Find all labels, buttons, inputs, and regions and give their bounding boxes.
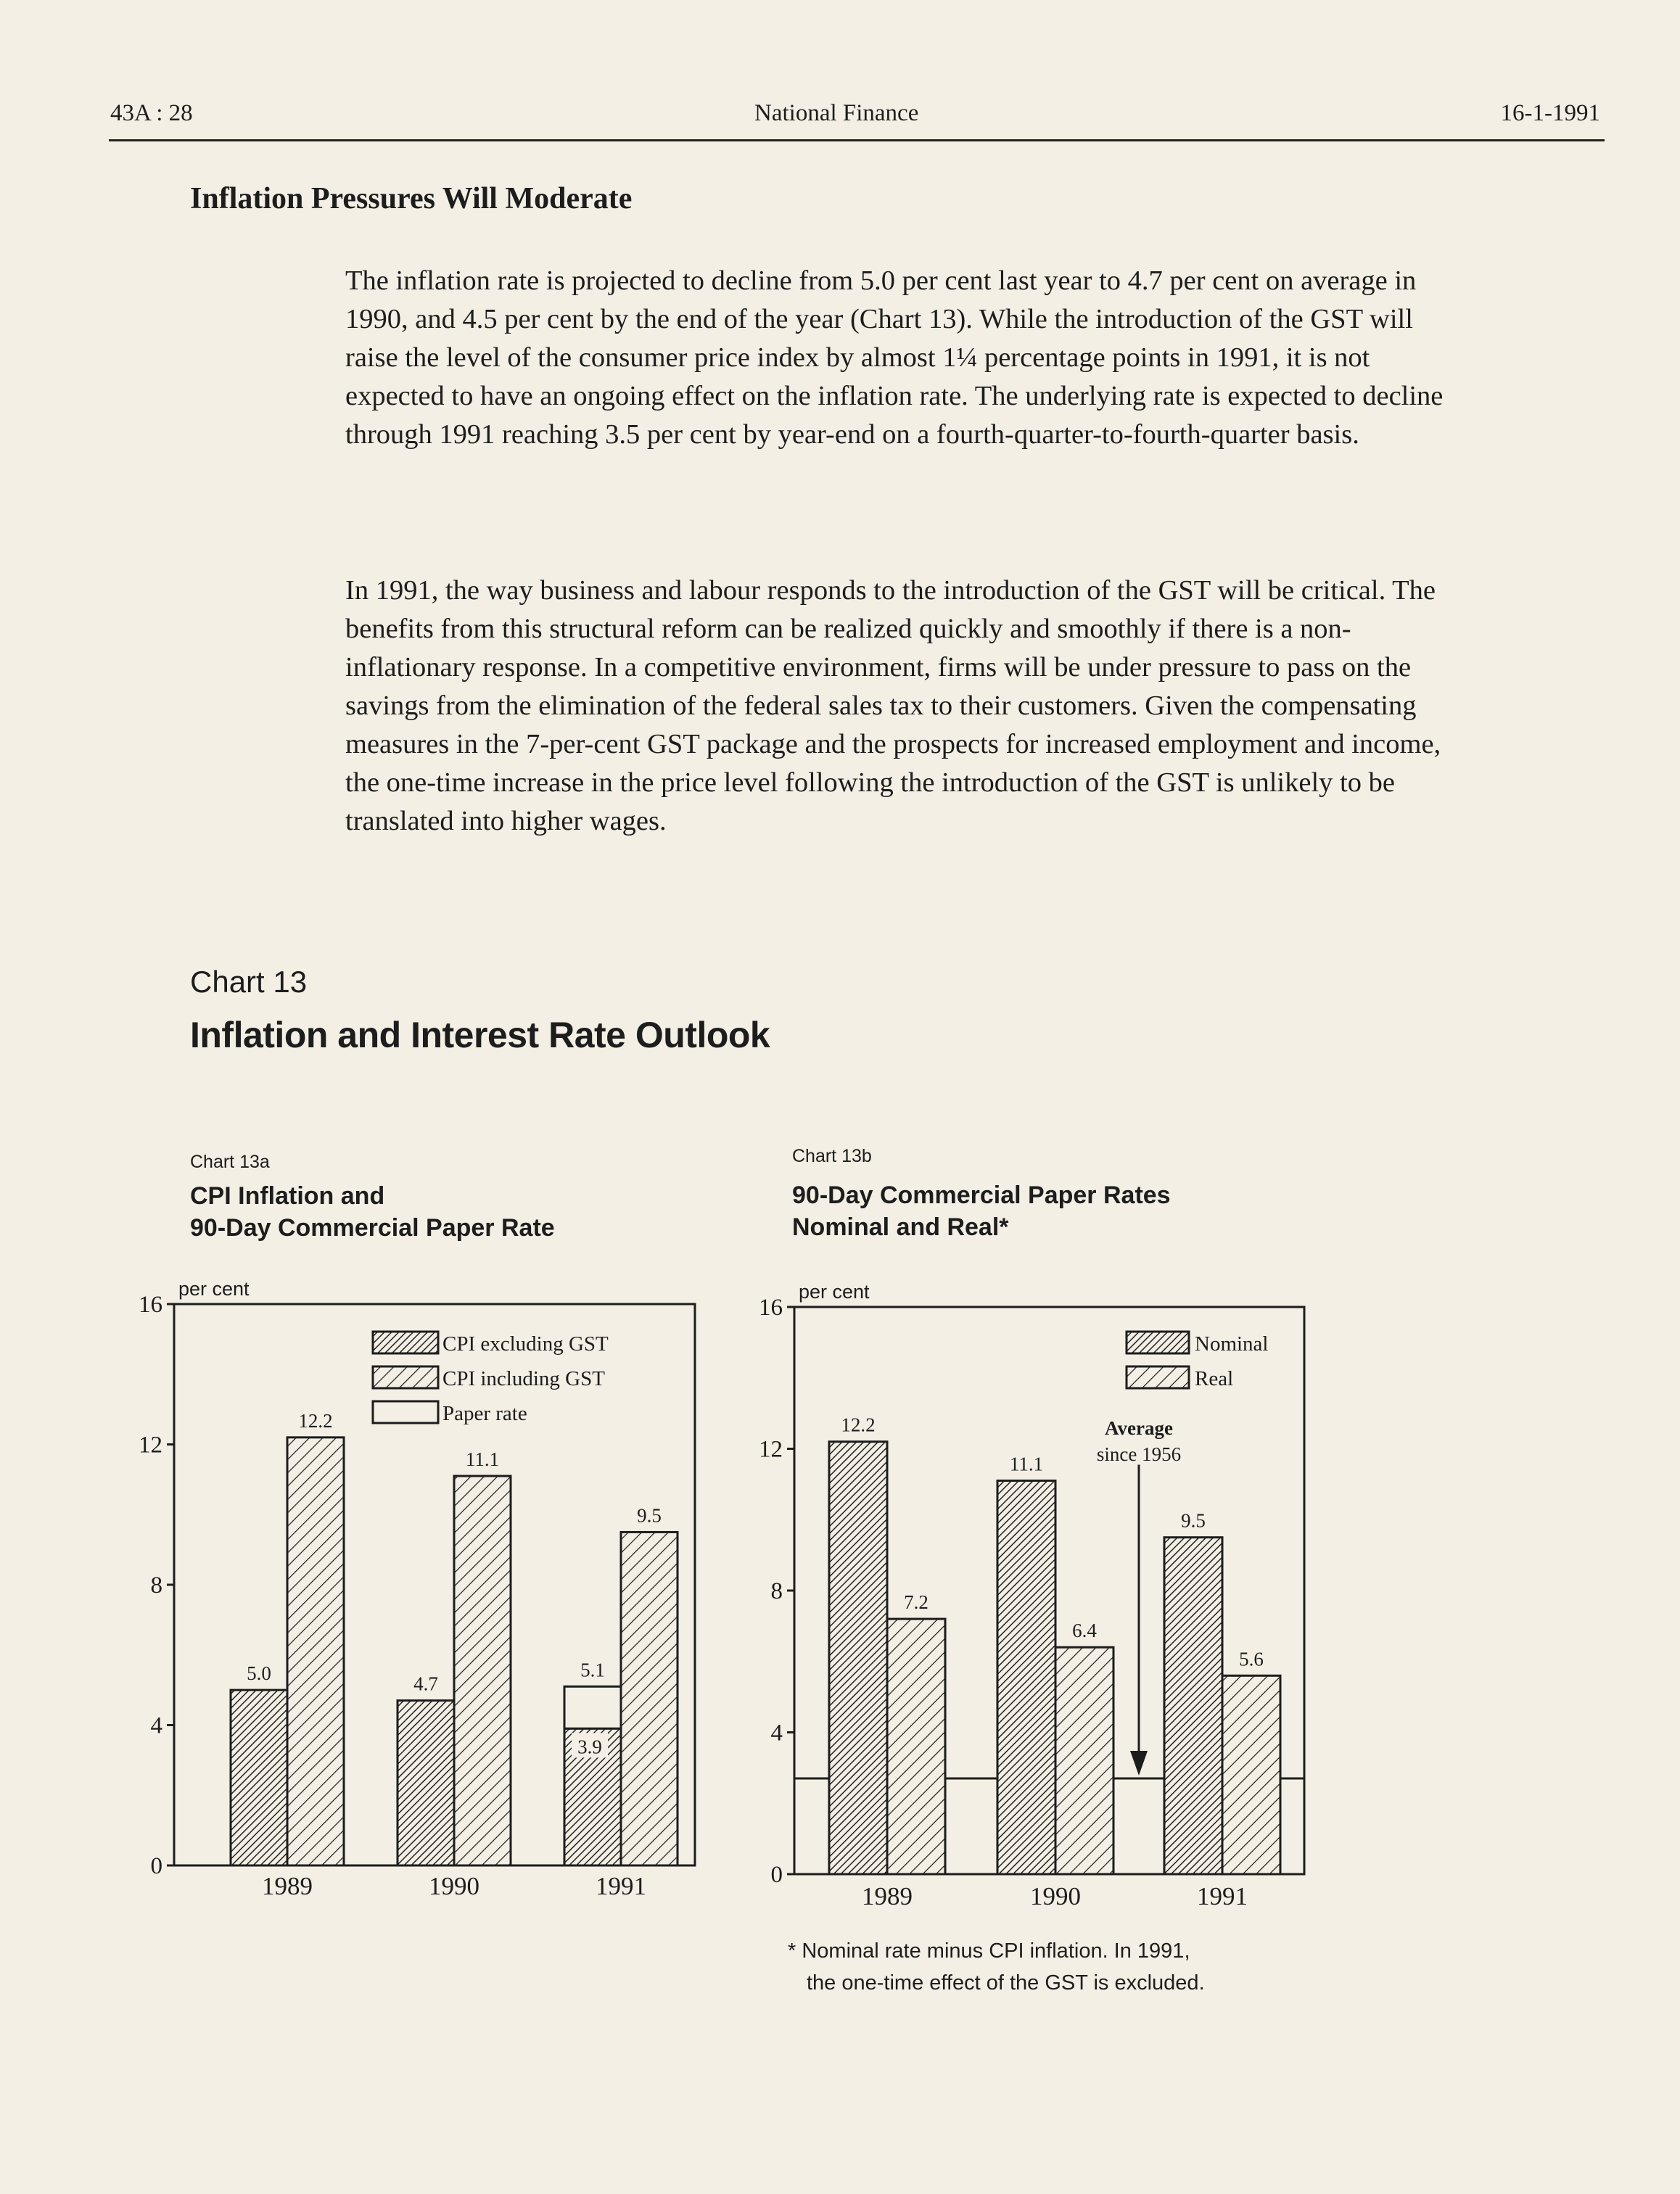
chart-13a-title-line: CPI Inflation and [190, 1182, 385, 1210]
chart-title: Inflation and Interest Rate Outlook [190, 1015, 770, 1055]
chart-13a-y-tick-label: 0 [150, 1853, 162, 1879]
chart-13a-data-label: 5.0 [247, 1662, 271, 1685]
chart-13a-x-tick-label: 1991 [596, 1872, 646, 1900]
chart-13a-bar-paper-rate [621, 1532, 678, 1865]
header-rule [109, 139, 1605, 141]
chart-13b-y-tick-label: 0 [770, 1862, 783, 1888]
chart-13a-y-tick-label: 8 [150, 1572, 162, 1599]
chart-13a-bar-paper-rate [454, 1476, 511, 1865]
chart-13b-data-label: 6.4 [1072, 1620, 1097, 1642]
chart-13b-legend-swatch [1127, 1332, 1189, 1353]
chart-13b-legend-swatch [1127, 1366, 1189, 1388]
chart-13b-y-tick-label: 12 [759, 1436, 783, 1463]
chart-13b-data-label: 11.1 [1009, 1453, 1044, 1475]
chart-13a-data-label: 12.2 [298, 1409, 333, 1432]
paragraph-inflation-projection: The inflation rate is projected to decline from 5.0 per cent last year to 4.7 per cent on average in 1990, and 4.5 per cent by the end of the year (Chart 13). While the introduction of the GST will raise the level of the consumer price index by almost 1¼ percentage points in 1991, it is not expected to have an ongoing effect on the inflation rate. The underlying rate is expected to decline through 1991 reaching 3.5 per cent by year-end on a fourth-quarter-to-fourth-quarter basis. [345, 265, 1444, 450]
paragraph-gst-response: In 1991, the way business and labour responds to the introduction of the GST will be critical. The benefits from this structural reform can be realized quickly and smoothly if there is a non-inflationary response. In a competitive environment, firms will be under pressure to pass on the savings from the elimination of the federal sales tax to their customers. Given the compensating measures in the 7-per-cent GST package and the prospects for increased employment and income, the one-time increase in the price level following the introduction of the GST is unlikely to be translated into higher wages. [345, 575, 1441, 836]
chart-13a-bar-cpi-excluding-gst [398, 1701, 454, 1865]
chart-13b-bar-real [1222, 1675, 1280, 1874]
footnote-line: * Nominal rate minus CPI inflation. In 1991, [788, 1939, 1190, 1963]
chart-13a-legend-label: CPI excluding GST [442, 1332, 609, 1356]
chart-13a-legend-swatch [373, 1366, 438, 1388]
chart-13b-y-tick-label: 16 [759, 1295, 783, 1321]
header-publication: National Finance [754, 100, 919, 126]
chart-13b-data-label: 9.5 [1181, 1509, 1206, 1532]
chart-13b-title-line: 90-Day Commercial Paper Rates [792, 1181, 1171, 1209]
chart-13b-y-tick-label: 8 [770, 1578, 783, 1604]
header-page-number: 43A : 28 [110, 100, 193, 126]
chart-13a-x-tick-label: 1989 [262, 1872, 313, 1900]
chart-13a-label: Chart 13a [190, 1152, 270, 1172]
chart-13a-y-tick-label: 12 [139, 1432, 162, 1459]
chart-13a-legend-swatch [373, 1401, 438, 1423]
chart-13b-bar-real [887, 1619, 945, 1874]
chart-13b-legend-label: Real [1195, 1367, 1234, 1390]
chart-13b-annotation-arrow-head [1130, 1751, 1148, 1776]
chart-label: Chart 13 [190, 965, 308, 999]
chart-13a-data-label: 9.5 [637, 1504, 662, 1527]
chart-13b-bar-nominal [997, 1480, 1055, 1874]
chart-13a-title-line: 90-Day Commercial Paper Rate [190, 1214, 555, 1242]
chart-13b-label: Chart 13b [792, 1146, 872, 1166]
chart-13a-legend-swatch [373, 1332, 438, 1353]
chart-13b-bar-real [1055, 1647, 1113, 1874]
chart-13b-y-axis-label: per cent [799, 1281, 870, 1303]
chart-13a-y-axis-label: per cent [178, 1278, 250, 1300]
chart-13a-legend-label: CPI including GST [442, 1367, 605, 1390]
chart-13a-bar-paper-rate [287, 1438, 344, 1865]
chart-13a-y-tick-label: 4 [150, 1712, 162, 1739]
chart-13a-bar-cpi-including-gst [564, 1686, 621, 1728]
chart-13a-legend-label: Paper rate [442, 1402, 527, 1425]
chart-13b-data-label: 7.2 [904, 1591, 928, 1614]
chart-13a-bar-cpi-excluding-gst [231, 1690, 287, 1865]
chart-13b-bar-nominal [829, 1442, 887, 1874]
chart-13b-title [792, 1179, 1171, 1243]
chart-13a-title [190, 1180, 555, 1244]
chart-13b-annotation: since 1956 [1096, 1443, 1182, 1465]
chart-13b-data-label: 5.6 [1239, 1648, 1264, 1670]
chart-13b-title-line: Nominal and Real* [792, 1213, 1009, 1241]
chart-13a-data-label: 4.7 [413, 1673, 438, 1695]
section-title: Inflation Pressures Will Moderate [190, 182, 633, 215]
chart-13b-x-tick-label: 1991 [1197, 1882, 1248, 1910]
chart-13b-y-tick-label: 4 [770, 1720, 783, 1746]
chart-13b-bar-nominal [1164, 1538, 1222, 1874]
chart-13a-x-tick-label: 1990 [429, 1872, 479, 1900]
chart-13a-y-tick-label: 16 [139, 1292, 162, 1318]
chart-13b-legend-label: Nominal [1195, 1332, 1269, 1356]
header-date: 16-1-1991 [1500, 100, 1600, 126]
chart-13b-x-tick-label: 1990 [1030, 1882, 1081, 1910]
chart-13a-data-label: 11.1 [465, 1448, 500, 1471]
chart-13b-x-tick-label: 1989 [862, 1882, 913, 1910]
chart-13b-plot [740, 1256, 1320, 1916]
chart-13a-data-label: 3.9 [577, 1736, 602, 1758]
chart-13a-plot [138, 1262, 711, 1915]
chart-footnote [788, 1935, 1205, 1999]
chart-13b-data-label: 12.2 [841, 1414, 876, 1436]
chart-13a-data-label: 5.1 [580, 1659, 605, 1681]
chart-13b-annotation: Average [1105, 1416, 1173, 1439]
footnote-line: the one-time effect of the GST is excluded. [807, 1971, 1205, 1995]
